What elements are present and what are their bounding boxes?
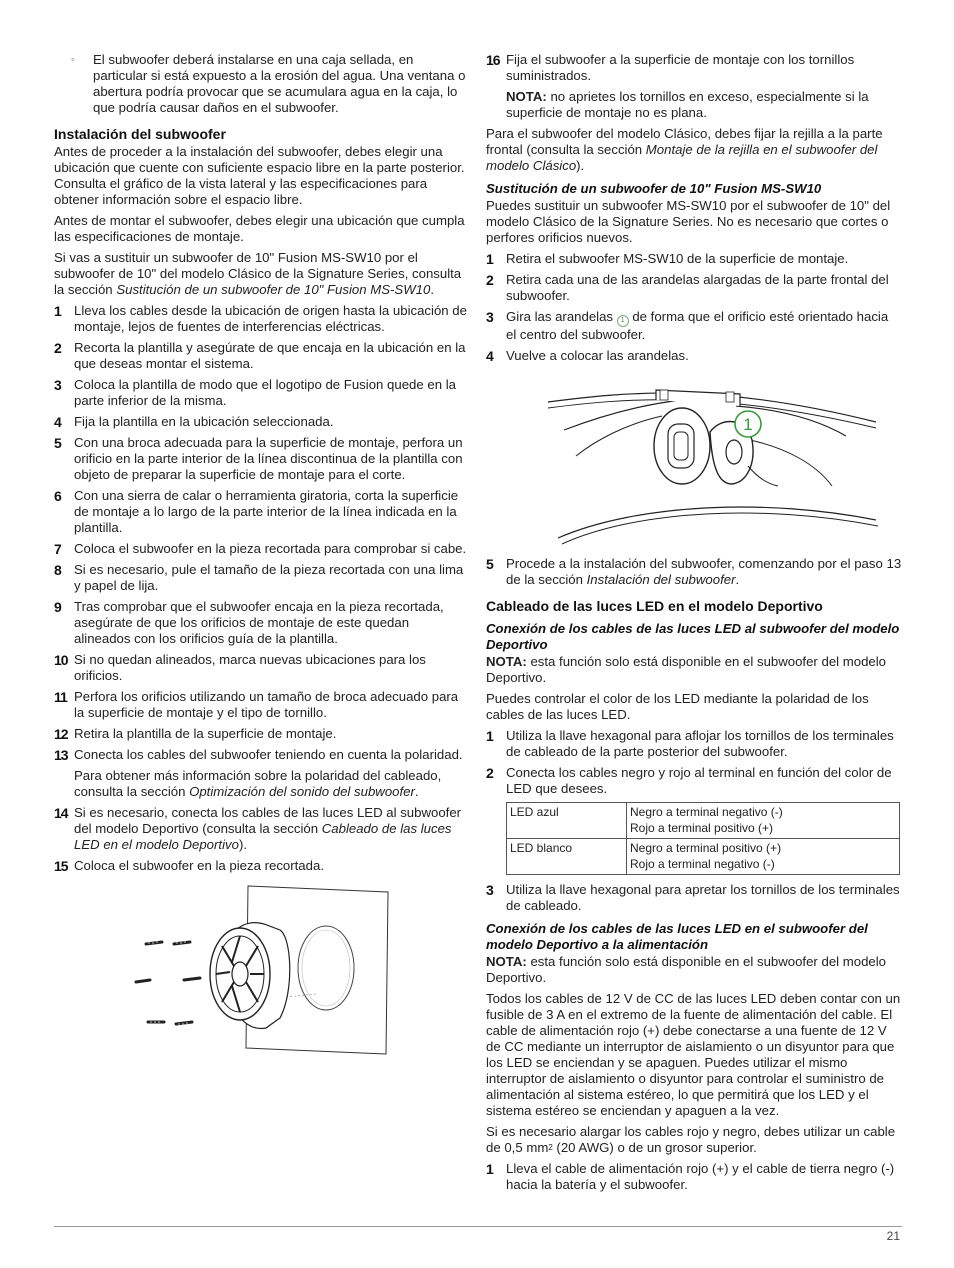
step-number: 11 xyxy=(54,689,67,705)
step-number: 1 xyxy=(486,728,494,744)
list-item xyxy=(486,251,902,267)
table-cell: Negro a terminal negativo (-) Rojo a terminal positivo (+) xyxy=(627,803,900,839)
list-item: 3 Gira las arandelas 1 de forma que el orificio esté orientado hacia el centro del subwoofer. xyxy=(486,309,889,342)
step-text: Retira cada una de las arandelas alargadas de la parte frontal del subwoofer. xyxy=(506,272,889,303)
list-item xyxy=(486,765,902,797)
replace-steps xyxy=(486,251,902,304)
step-text: Utiliza la llave hexagonal para aflojar los tornillos de los terminales de cableado de la parte posterior del subwoofer. xyxy=(506,728,894,759)
list-item xyxy=(54,435,468,483)
step-number: 9 xyxy=(54,599,61,615)
step-number: 3 xyxy=(486,882,494,898)
paragraph: Para el subwoofer del modelo Clásico, debes fijar la rejilla a la parte frontal (consulta la sección Montaje de la rejilla en el subwoofer del modelo Clásico). xyxy=(486,126,883,173)
paragraph: Antes de proceder a la instalación del subwoofer, debes elegir una ubicación que cuente con suficiente espacio libre en la parte posterior. Consulta el gráfico de la vista lateral y las especificaciones para obtener información sobre el espacio libre. xyxy=(54,144,465,207)
note-label: NOTA: xyxy=(486,654,527,669)
install-steps xyxy=(54,303,468,763)
list-item xyxy=(54,689,468,721)
list-item xyxy=(54,414,468,430)
step-number: 14 xyxy=(54,805,68,821)
note-label: NOTA: xyxy=(486,954,527,969)
step-number: 7 xyxy=(54,541,61,557)
step-number: 4 xyxy=(54,414,61,430)
table-cell: LED azul xyxy=(507,803,627,839)
step-number: 2 xyxy=(486,765,494,781)
step-number: 8 xyxy=(54,562,61,578)
step-number: 3 xyxy=(486,309,494,325)
list-item: 3 Utiliza la llave hexagonal para apretar los tornillos de los terminales de cableado. xyxy=(486,882,900,913)
step-number: 3 xyxy=(54,377,61,393)
left-column xyxy=(54,52,468,1060)
step-number: 16 xyxy=(486,52,500,68)
step-number: 4 xyxy=(486,348,494,364)
list-item xyxy=(54,747,468,763)
step-text: Perfora los orificios utilizando un tamaño de broca adecuado para la superficie de montaje y el tipo de tornillo. xyxy=(74,689,459,720)
step-number: 1 xyxy=(486,1161,494,1177)
step-text: Tras comprobar que el subwoofer encaja en la pieza recortada, asegúrate de que los orificios de montaje de este quedan alineados con los orificios guía de la plantilla. xyxy=(74,599,444,646)
step-number: 2 xyxy=(54,340,61,356)
list-item xyxy=(54,541,468,557)
list-item xyxy=(54,726,468,742)
step-number: 5 xyxy=(54,435,61,451)
table-cell: LED blanco xyxy=(507,839,627,875)
paragraph: Todos los cables de 12 V de CC de las luces LED deben contar con un fusible de 3 A en el extremo de la fuente de alimentación del cable. El cable de alimentación rojo (+) debe conectarse a una fuente de 12 V de CC mediante un interruptor de aislamiento o un disyuntor para que los LED se enciendan y se apaguen. Puedes utilizar el mismo interruptor de aislamiento o disyuntor para controlar el suministro de alimentación al sistema estéreo, lo que permitirá que los LED y el sistema estéreo se enciendan y apaguen a la vez. xyxy=(486,991,901,1118)
step-number: 1 xyxy=(54,303,61,319)
step-text: Coloca el subwoofer en la pieza recortada para comprobar si cabe. xyxy=(74,541,467,556)
cross-reference-link[interactable]: Montaje de la rejilla en el subwoofer del modelo Clásico xyxy=(486,142,878,173)
callout-1-icon: 1 xyxy=(617,315,629,327)
list-item: 15 Coloca el subwoofer en la pieza recortada. xyxy=(54,858,324,874)
step-number: 6 xyxy=(54,488,61,504)
step-text: Lleva los cables desde la ubicación de origen hasta la ubicación de montaje, lejos de fuentes de interferencias eléctricas. xyxy=(74,303,467,334)
list-item xyxy=(54,52,468,116)
step-number: 2 xyxy=(486,272,494,288)
step-number: 15 xyxy=(54,858,68,874)
step-number: 13 xyxy=(54,747,68,763)
step-text: Si es necesario, pule el tamaño de la pieza recortada con una lima y papel de lija. xyxy=(74,562,464,593)
step-text: Conecta los cables negro y rojo al terminal en función del color de LED que desees. xyxy=(506,765,892,796)
page-number: 21 xyxy=(886,1229,900,1243)
cross-reference-link[interactable]: Cableado de las luces LED en el modelo Deportivo xyxy=(74,821,452,852)
washer-rotation-illustration xyxy=(486,370,902,556)
step-text: Retira la plantilla de la superficie de montaje. xyxy=(74,726,337,741)
list-item xyxy=(54,303,468,335)
note-label: NOTA: xyxy=(506,89,547,104)
right-column xyxy=(486,52,902,1198)
step-13-note: Para obtener más información sobre la polaridad del cableado, consulta la sección Optimización del sonido del subwoofer. xyxy=(74,768,442,799)
note: NOTA: no aprietes los tornillos en exceso, especialmente si la superficie de montaje no es plana. xyxy=(506,89,869,120)
list-item: 5 Procede a la instalación del subwoofer, comenzando por el paso 13 de la sección Instalación del subwoofer. xyxy=(486,556,902,587)
bullet-mark: ◦ xyxy=(71,54,75,66)
subsection-heading-replace: Sustitución de un subwoofer de 10" Fusion MS-SW10 xyxy=(486,181,822,196)
note: NOTA: esta función solo está disponible en el subwoofer del modelo Deportivo. xyxy=(486,654,887,685)
list-item xyxy=(486,728,902,760)
step-text: Retira el subwoofer MS-SW10 de la superficie de montaje. xyxy=(506,251,849,266)
step-number: 5 xyxy=(486,556,494,572)
list-item xyxy=(54,562,468,594)
step-number: 1 xyxy=(486,251,494,267)
step-text: Si no quedan alineados, marca nuevas ubicaciones para los orificios. xyxy=(74,652,426,683)
list-item: 4 Vuelve a colocar las arandelas. xyxy=(486,348,689,364)
list-item xyxy=(54,599,468,647)
list-item: 1 Lleva el cable de alimentación rojo (+) y el cable de tierra negro (-) hacia la batería y el subwoofer. xyxy=(486,1161,895,1192)
cross-reference-link[interactable]: Optimización del sonido del subwoofer xyxy=(189,784,415,799)
led-steps xyxy=(486,728,902,797)
section-heading-led: Cableado de las luces LED en el modelo Deportivo xyxy=(486,598,823,614)
step-text: Recorta la plantilla y asegúrate de que encaja en la ubicación en la que deseas montar el sistema. xyxy=(74,340,466,371)
subwoofer-mounting-illustration xyxy=(54,882,468,1060)
step-number: 10 xyxy=(54,652,68,668)
subsection-heading-led: Conexión de los cables de las luces LED al subwoofer del modelo Deportivo xyxy=(486,621,900,652)
step-text: Con una sierra de calar o herramienta giratoria, corta la superficie de montaje a lo largo de la parte interior de la línea indicada en la plantilla. xyxy=(74,488,459,535)
list-item xyxy=(54,488,468,536)
list-item: 14 Si es necesario, conecta los cables de las luces LED al subwoofer del modelo Deportivo (consulta la sección Cableado de las luces LED en el modelo Deportivo). xyxy=(54,805,462,852)
led-color-table xyxy=(506,802,900,875)
section-heading-install: Instalación del subwoofer xyxy=(54,126,226,142)
list-item xyxy=(54,652,468,684)
note: NOTA: esta función solo está disponible en el subwoofer del modelo Deportivo. xyxy=(486,954,887,985)
paragraph: Puedes controlar el color de los LED mediante la polaridad de los cables de las luces LED. xyxy=(486,691,869,722)
table-cell: Negro a terminal positivo (+) Rojo a terminal negativo (-) xyxy=(627,839,900,875)
cross-reference-link[interactable]: Sustitución de un subwoofer de 10" Fusion MS-SW10 xyxy=(116,282,431,297)
bullet-text: El subwoofer deberá instalarse en una caja sellada, en particular si está expuesto a la erosión del agua. Una ventana o abertura podría provocar que se acumulara agua en la caja, lo que podría causar daños en el subwoofer. xyxy=(93,52,466,115)
list-item xyxy=(54,340,468,372)
list-item xyxy=(486,272,902,304)
paragraph: Si es necesario alargar los cables rojo y negro, debes utilizar un cable de 0,5 $mm^2$ (20 AWG) o de un grosor superior. xyxy=(486,1124,896,1155)
list-item xyxy=(54,377,468,409)
callout-number: 1 xyxy=(743,415,753,434)
footer-divider xyxy=(54,1226,902,1227)
step-text: Conecta los cables del subwoofer teniendo en cuenta la polaridad. xyxy=(74,747,463,762)
subsection-heading-power: Conexión de los cables de las luces LED en el subwoofer del modelo Deportivo a la alimentación xyxy=(486,921,868,952)
paragraph: Si vas a sustituir un subwoofer de 10" Fusion MS-SW10 por el subwoofer de 10" del modelo Clásico de la Signature Series, consulta la sección Sustitución de un subwoofer de 10" Fusion MS-SW10. xyxy=(54,250,462,297)
table-row xyxy=(507,803,900,839)
paragraph: Antes de montar el subwoofer, debes elegir una ubicación que cumpla las especificaciones de montaje. xyxy=(54,213,465,244)
step-number: 12 xyxy=(54,726,68,742)
table-row xyxy=(507,839,900,875)
step-text: Fija la plantilla en la ubicación seleccionada. xyxy=(74,414,334,429)
cross-reference-link[interactable]: Instalación del subwoofer xyxy=(586,572,736,587)
list-item: 16 Fija el subwoofer a la superficie de montaje con los tornillos suministrados. xyxy=(486,52,855,83)
step-text: Con una broca adecuada para la superficie de montaje, perfora un orificio en la parte interior de la línea discontinua de la plantilla con objeto de preparar la superficie de montaje para el corte. xyxy=(74,435,463,482)
paragraph: Puedes sustituir un subwoofer MS-SW10 por el subwoofer de 10" del modelo Clásico de la Signature Series. No es necesario que cortes o perfores orificios nuevos. xyxy=(486,198,891,245)
step-text: Coloca la plantilla de modo que el logotipo de Fusion quede en la parte inferior de la misma. xyxy=(74,377,456,408)
